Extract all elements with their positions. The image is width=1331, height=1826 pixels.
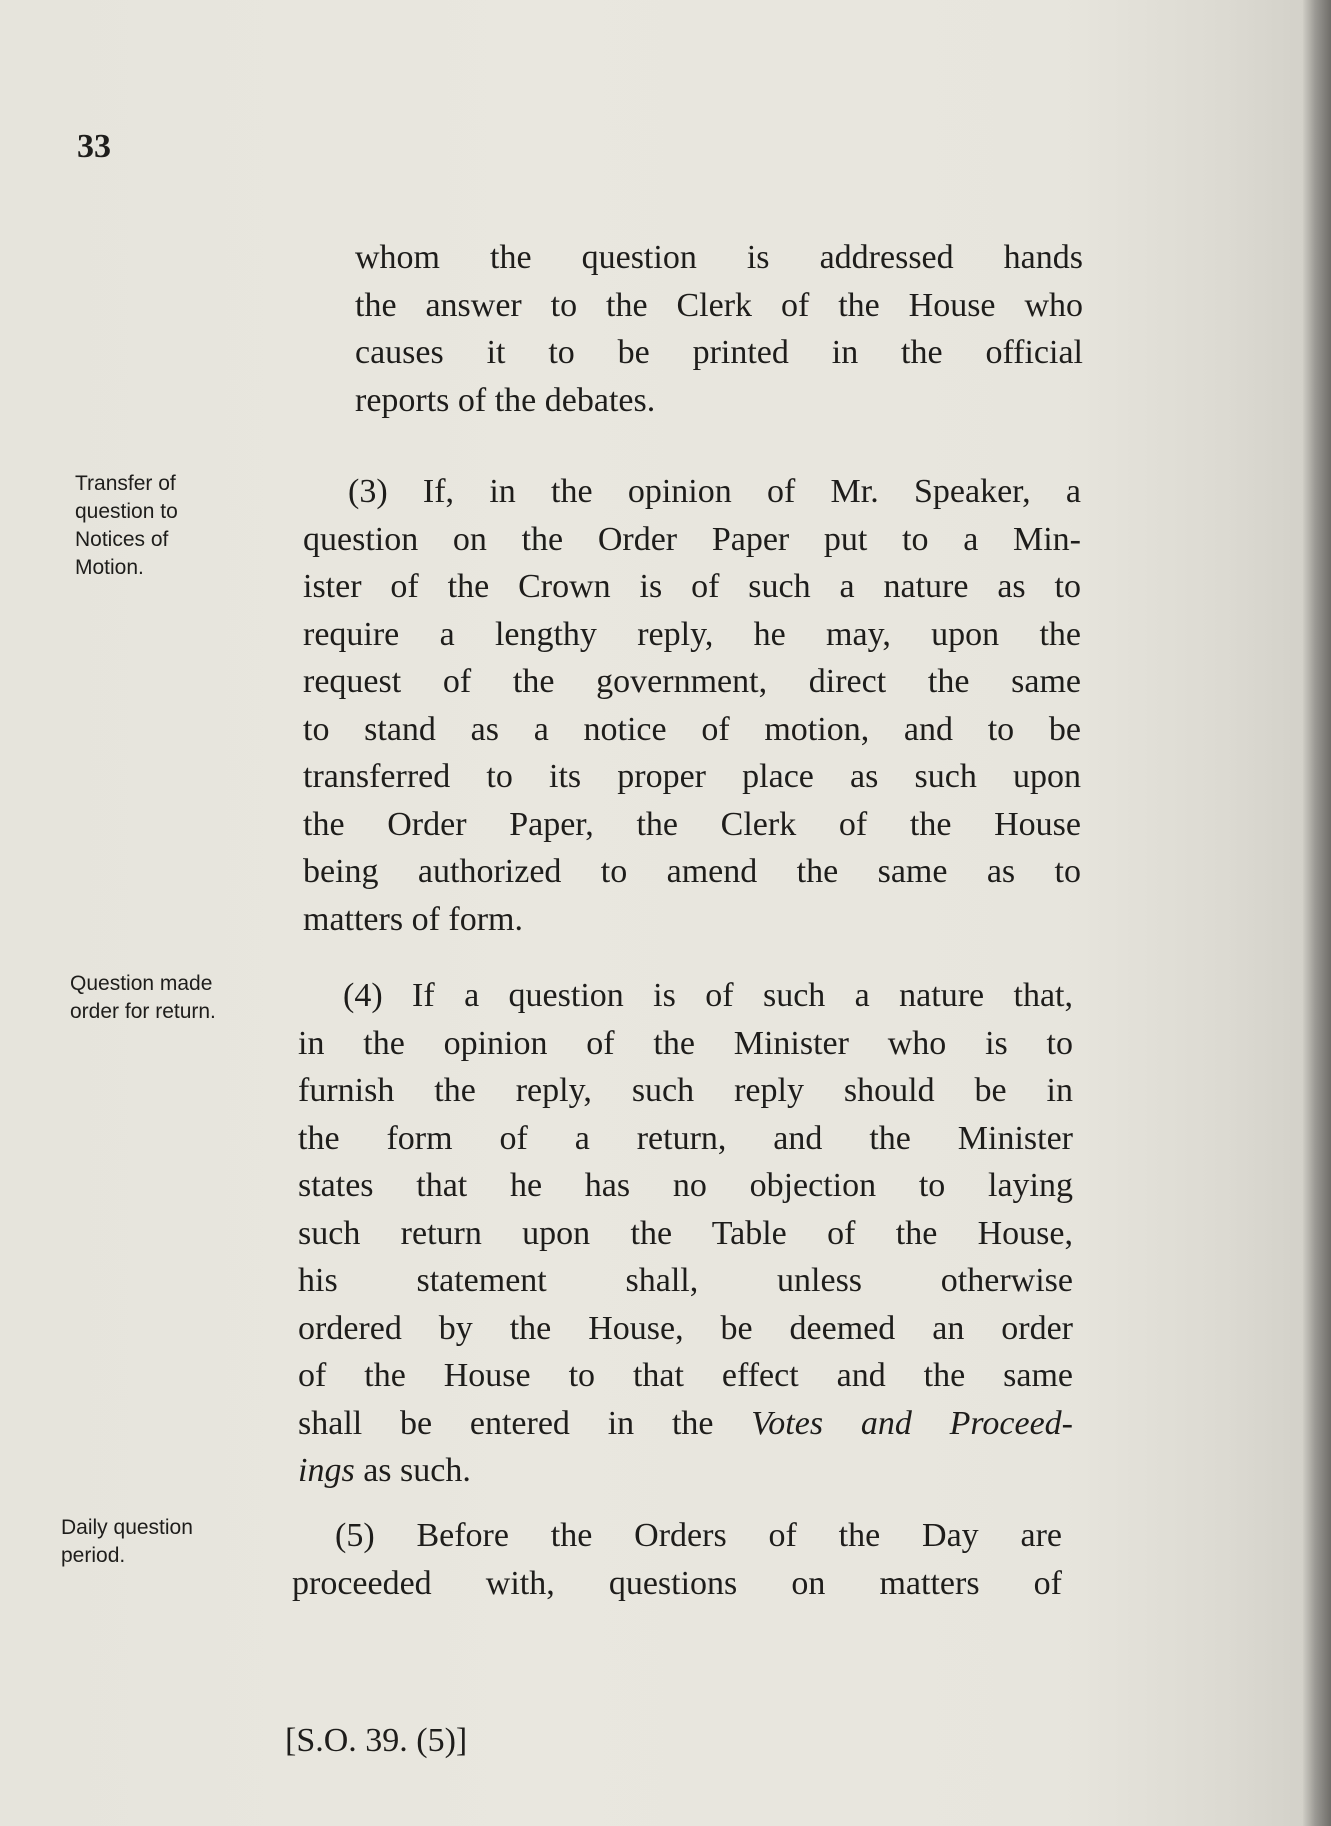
text-line: his statement shall, unless otherwise (298, 1262, 1073, 1299)
text-line: (4) If a question is of such a nature that, (343, 977, 1073, 1014)
note-line: Daily question (61, 1516, 193, 1539)
paragraph-5 (292, 1512, 1062, 1607)
margin-note-return (70, 970, 216, 1026)
note-line: Transfer of (75, 472, 176, 495)
book-spine-shadow (1303, 0, 1331, 1826)
text-line: of the House to that effect and the same (298, 1357, 1073, 1394)
text-line (298, 1447, 1073, 1495)
paragraph-continuation (355, 234, 1083, 424)
text-line: being authorized to amend the same as to (303, 853, 1081, 890)
note-line: Notices of (75, 528, 169, 551)
text-line: reports of the debates. (355, 381, 656, 419)
text-line: (3) If, in the opinion of Mr. Speaker, a (348, 473, 1081, 510)
text-line: the answer to the Clerk of the House who (355, 286, 1083, 324)
italic-title: Votes and Proceed- (751, 1404, 1073, 1442)
italic-title: ings (298, 1452, 355, 1489)
text-line: the form of a return, and the Minister (298, 1119, 1073, 1157)
text-span: shall be entered in the (298, 1404, 752, 1442)
paragraph-4 (298, 972, 1073, 1495)
text-line: the Order Paper, the Clerk of the House (303, 805, 1081, 843)
text-line (298, 1400, 1073, 1448)
text-line: require a lengthy reply, he may, upon the (303, 615, 1081, 653)
page-number: 33 (77, 128, 111, 165)
text-line: proceeded with, questions on matters of (292, 1564, 1062, 1602)
text-line: request of the government, direct the same (303, 663, 1081, 700)
note-line: period. (61, 1544, 126, 1567)
text-line: ister of the Crown is of such a nature as to (303, 568, 1081, 605)
text-line: to stand as a notice of motion, and to be (303, 710, 1081, 748)
note-line: question to (75, 500, 178, 523)
text-line: furnish the reply, such reply should be in (298, 1072, 1073, 1109)
margin-note-transfer (75, 470, 178, 582)
text-line: ordered by the House, be deemed an order (298, 1309, 1073, 1347)
text-line: states that he has no objection to laying (298, 1167, 1073, 1204)
text-line: whom the question is addressed hands (355, 239, 1083, 276)
note-line: order for return. (70, 1000, 216, 1023)
margin-note-daily (61, 1514, 193, 1570)
text-line: matters of form. (303, 900, 523, 938)
note-line: Question made (70, 972, 213, 995)
note-line: Motion. (75, 556, 144, 579)
paragraph-3 (303, 468, 1081, 943)
standing-order-reference: [S.O. 39. (5)] (285, 1722, 468, 1759)
text-line: (5) Before the Orders of the Day are (335, 1517, 1062, 1554)
text-line: causes it to be printed in the official (355, 334, 1083, 371)
text-span: as such. (354, 1452, 471, 1489)
text-line: transferred to its proper place as such upon (303, 758, 1081, 795)
text-line: such return upon the Table of the House, (298, 1214, 1073, 1252)
text-line: in the opinion of the Minister who is to (298, 1024, 1073, 1062)
text-line: question on the Order Paper put to a Min- (303, 520, 1081, 558)
